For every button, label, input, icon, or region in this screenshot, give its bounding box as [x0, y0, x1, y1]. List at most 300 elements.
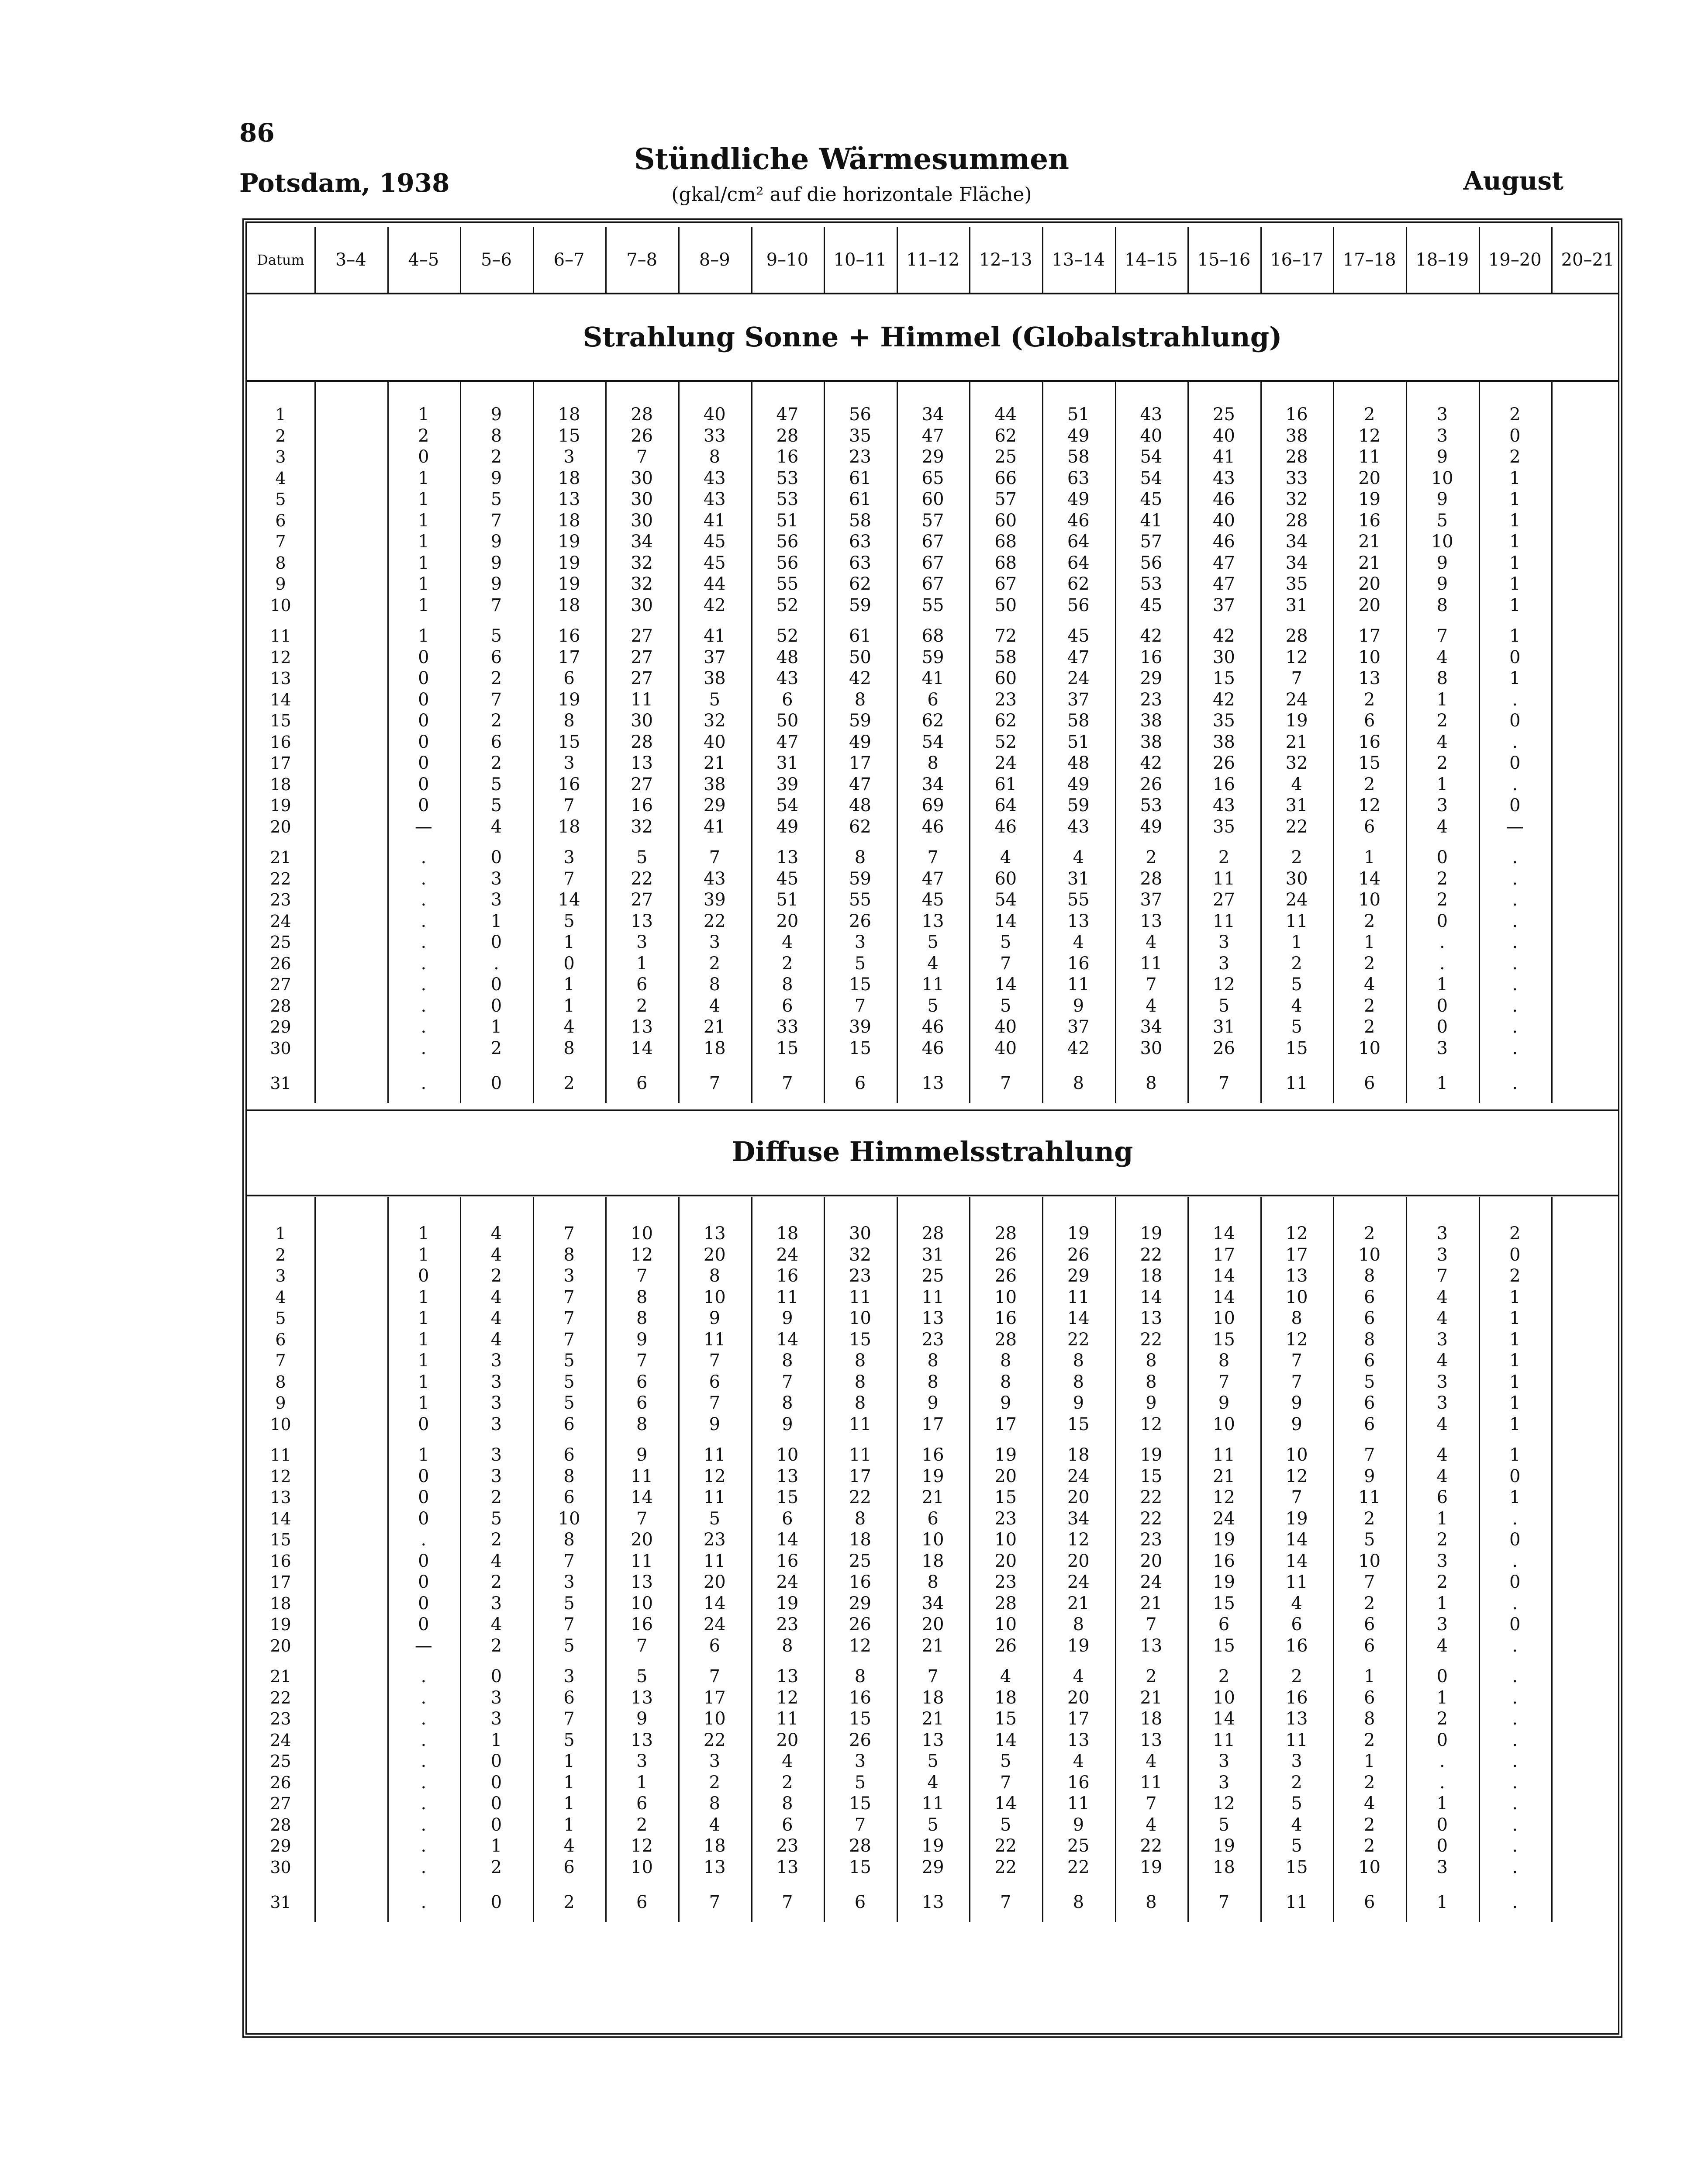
table-cell: 1: [1436, 774, 1448, 795]
table-cell: 45: [921, 890, 944, 910]
table-cell: .: [421, 995, 427, 1016]
table-cell: 1: [418, 532, 429, 552]
table-cell: 3: [490, 1372, 502, 1392]
table-cell: 10: [1213, 1414, 1235, 1434]
table-cell: 12: [1213, 1794, 1235, 1814]
table-cell: 1: [418, 1329, 429, 1350]
table-cell: 10: [994, 1287, 1017, 1307]
table-cell: 18: [849, 1530, 871, 1550]
table-cell: 12: [1213, 975, 1235, 995]
table-cell: 16: [921, 1445, 944, 1465]
table-cell: 11: [1067, 1287, 1090, 1307]
table-cell: 0: [490, 1751, 502, 1771]
table-cell: 21: [921, 1635, 944, 1656]
table-cell: 6: [636, 975, 648, 995]
table-cell: 6: [1363, 1073, 1375, 1093]
table-cell: 1: [1509, 468, 1521, 488]
table-cell: 5: [563, 911, 575, 931]
table-cell: 1: [1509, 553, 1521, 573]
table-cell: 43: [1067, 816, 1090, 837]
column-divider: [969, 1197, 970, 1922]
table-cell: 1: [418, 468, 429, 488]
table-cell: 67: [994, 574, 1017, 594]
table-cell: 15: [1140, 1466, 1163, 1486]
table-cell: 47: [1067, 647, 1090, 667]
table-cell: 23: [776, 1836, 799, 1856]
table-cell: 44: [703, 574, 726, 594]
table-cell: .: [421, 1730, 427, 1750]
table-cell: 14: [1285, 1551, 1308, 1571]
table-cell: 6: [563, 668, 575, 688]
table-cell: 0: [1436, 1730, 1448, 1750]
table-cell: 21: [703, 753, 726, 773]
table-cell: 9: [709, 1414, 721, 1434]
column-header-hour: 13–14: [1052, 250, 1105, 270]
table-cell: 10: [994, 1614, 1017, 1635]
table-cell: 43: [1140, 404, 1163, 425]
table-cell: 11: [1285, 1572, 1308, 1592]
table-cell: 4: [1436, 1287, 1448, 1307]
table-cell: 28: [1285, 626, 1308, 646]
table-cell: .: [493, 953, 499, 974]
table-cell: 62: [849, 574, 871, 594]
table-cell: 8: [563, 711, 575, 731]
column-divider: [1333, 227, 1334, 293]
table-cell: .: [1512, 689, 1518, 710]
column-divider: [533, 227, 534, 293]
table-cell: 0: [563, 953, 575, 974]
table-cell: 4: [1436, 1414, 1448, 1434]
row-date: 21: [270, 1667, 291, 1686]
table-cell: 2: [1146, 1666, 1157, 1686]
table-cell: 27: [631, 774, 653, 795]
table-cell: 2: [1363, 404, 1375, 425]
table-cell: 5: [1000, 1751, 1011, 1771]
table-cell: 1: [418, 1287, 429, 1307]
table-cell: 2: [782, 953, 793, 974]
row-date: 21: [270, 848, 291, 867]
table-cell: 8: [854, 689, 866, 710]
table-cell: 41: [1140, 510, 1163, 531]
table-cell: 4: [1291, 774, 1302, 795]
table-cell: 10: [849, 1308, 871, 1328]
table-cell: 30: [631, 489, 653, 509]
table-cell: 1: [1363, 847, 1375, 867]
table-cell: 16: [776, 447, 799, 467]
table-cell: 2: [1363, 1223, 1375, 1244]
table-cell: 15: [849, 1794, 871, 1814]
table-cell: 46: [921, 816, 944, 837]
table-cell: 2: [1218, 847, 1230, 867]
table-cell: 6: [1363, 1393, 1375, 1413]
table-cell: 20: [703, 1572, 726, 1592]
table-cell: 47: [776, 732, 799, 752]
table-cell: 8: [709, 447, 721, 467]
table-cell: .: [1512, 1892, 1518, 1912]
table-cell: 6: [1363, 1635, 1375, 1656]
row-date: 24: [270, 1730, 291, 1750]
table-cell: 16: [849, 1572, 871, 1592]
table-cell: 32: [849, 1244, 871, 1265]
table-cell: 2: [1436, 1572, 1448, 1592]
table-cell: 0: [418, 1487, 429, 1507]
table-cell: 7: [563, 1329, 575, 1350]
table-cell: 16: [1067, 1772, 1090, 1793]
table-cell: 7: [636, 1508, 648, 1529]
table-cell: 26: [994, 1635, 1017, 1656]
table-cell: 18: [558, 816, 580, 837]
table-cell: 2: [490, 1635, 502, 1656]
table-cell: 17: [921, 1414, 944, 1434]
table-cell: 42: [703, 595, 726, 615]
table-cell: 11: [631, 1466, 653, 1486]
table-cell: 2: [1218, 1666, 1230, 1686]
table-cell: 4: [1436, 732, 1448, 752]
table-cell: 14: [631, 1038, 653, 1058]
table-cell: 15: [1285, 1857, 1308, 1877]
table-cell: 7: [636, 447, 648, 467]
table-cell: 3: [1218, 1772, 1230, 1793]
table-cell: 1: [1509, 489, 1521, 509]
row-date: 11: [270, 1445, 291, 1465]
table-cell: 16: [1285, 1635, 1308, 1656]
table-cell: 1: [1509, 510, 1521, 531]
column-header-hour: 8–9: [699, 250, 730, 270]
table-cell: .: [421, 868, 427, 889]
table-cell: 24: [1067, 1572, 1090, 1592]
table-cell: 26: [849, 1614, 871, 1635]
table-cell: 4: [1073, 1666, 1084, 1686]
table-cell: 3: [1436, 1329, 1448, 1350]
table-cell: 43: [703, 489, 726, 509]
table-cell: 26: [1213, 1038, 1235, 1058]
table-cell: 1: [1436, 1687, 1448, 1708]
column-divider: [824, 1197, 825, 1922]
table-cell: 7: [563, 1287, 575, 1307]
table-cell: 3: [709, 1751, 721, 1771]
table-cell: 19: [558, 553, 580, 573]
table-cell: .: [1512, 1508, 1518, 1529]
table-cell: 39: [849, 1017, 871, 1037]
table-cell: 8: [636, 1287, 648, 1307]
table-cell: 7: [1000, 1772, 1011, 1793]
table-cell: 62: [849, 816, 871, 837]
table-cell: 29: [849, 1593, 871, 1614]
table-cell: 1: [1363, 1751, 1375, 1771]
table-cell: 15: [1358, 753, 1381, 773]
column-header-row: [242, 227, 1622, 293]
table-cell: 4: [1073, 1751, 1084, 1771]
table-cell: 31: [776, 753, 799, 773]
table-cell: 2: [1291, 953, 1302, 974]
table-cell: 7: [636, 1351, 648, 1371]
row-date: 20: [270, 1636, 291, 1655]
table-cell: 16: [631, 795, 653, 816]
table-cell: 38: [703, 774, 726, 795]
column-divider: [605, 227, 607, 293]
table-cell: 4: [1000, 847, 1011, 867]
table-cell: 2: [1363, 953, 1375, 974]
table-cell: 1: [636, 1772, 648, 1793]
table-cell: 45: [1140, 595, 1163, 615]
table-cell: 2: [1363, 1814, 1375, 1835]
table-cell: 0: [490, 1794, 502, 1814]
table-cell: 14: [1213, 1287, 1235, 1307]
table-cell: 1: [418, 404, 429, 425]
section-title: Strahlung Sonne + Himmel (Globalstrahlung): [583, 321, 1282, 353]
table-cell: 3: [709, 932, 721, 952]
table-cell: 34: [1140, 1017, 1163, 1037]
table-cell: 12: [849, 1635, 871, 1656]
table-cell: 40: [994, 1038, 1017, 1058]
row-date: 5: [275, 490, 286, 509]
table-cell: 6: [636, 1372, 648, 1392]
table-cell: 7: [927, 847, 939, 867]
table-cell: 1: [563, 1794, 575, 1814]
table-cell: 11: [849, 1414, 871, 1434]
column-divider: [1479, 382, 1480, 1103]
table-cell: 2: [1363, 1017, 1375, 1037]
table-cell: 8: [1073, 1614, 1084, 1635]
table-cell: 9: [709, 1308, 721, 1328]
table-cell: 55: [921, 595, 944, 615]
table-cell: 19: [558, 532, 580, 552]
table-cell: 1: [563, 1814, 575, 1835]
table-cell: 0: [418, 795, 429, 816]
table-cell: 56: [1140, 553, 1163, 573]
table-cell: 0: [490, 1666, 502, 1686]
table-cell: 3: [563, 1572, 575, 1592]
table-cell: 2: [709, 1772, 721, 1793]
column-header-hour: 14–15: [1124, 250, 1178, 270]
table-cell: 6: [1291, 1614, 1302, 1635]
table-cell: 67: [921, 574, 944, 594]
table-cell: 0: [490, 1892, 502, 1912]
table-cell: 3: [1218, 1751, 1230, 1771]
table-cell: 34: [1285, 532, 1308, 552]
table-cell: 18: [921, 1551, 944, 1571]
column-header-hour: 5–6: [481, 250, 512, 270]
table-cell: 1: [1509, 595, 1521, 615]
row-date: 13: [270, 669, 291, 688]
table-cell: 40: [1140, 425, 1163, 446]
table-cell: 33: [776, 1017, 799, 1037]
table-cell: 5: [490, 489, 502, 509]
table-cell: 6: [636, 1794, 648, 1814]
table-cell: 5: [927, 1814, 939, 1835]
table-cell: .: [1512, 868, 1518, 889]
table-cell: 3: [1436, 1857, 1448, 1877]
table-cell: 18: [921, 1687, 944, 1708]
table-cell: .: [1512, 1730, 1518, 1750]
table-cell: 3: [490, 1414, 502, 1434]
table-cell: 24: [1067, 668, 1090, 688]
table-cell: 63: [849, 553, 871, 573]
table-cell: 34: [1285, 553, 1308, 573]
table-cell: 13: [1285, 1266, 1308, 1286]
column-header-hour: 20–21: [1561, 250, 1615, 270]
table-cell: 0: [1509, 1572, 1521, 1592]
table-cell: 4: [1291, 995, 1302, 1016]
table-cell: 59: [1067, 795, 1090, 816]
table-cell: 13: [703, 1857, 726, 1877]
table-cell: 45: [1140, 489, 1163, 509]
column-divider: [969, 227, 970, 293]
table-cell: 29: [703, 795, 726, 816]
table-cell: .: [1439, 953, 1445, 974]
table-cell: 8: [854, 1508, 866, 1529]
table-cell: 3: [1436, 425, 1448, 446]
table-cell: 38: [1140, 732, 1163, 752]
table-cell: 11: [703, 1445, 726, 1465]
table-cell: 1: [418, 510, 429, 531]
table-cell: 15: [849, 1329, 871, 1350]
column-header-hour: 15–16: [1197, 250, 1251, 270]
table-cell: 48: [776, 647, 799, 667]
table-cell: 11: [1140, 953, 1163, 974]
table-cell: 29: [1067, 1266, 1090, 1286]
table-cell: 17: [849, 753, 871, 773]
table-cell: 15: [1213, 668, 1235, 688]
table-cell: 11: [1067, 1794, 1090, 1814]
table-cell: 2: [563, 1073, 575, 1093]
table-cell: 32: [631, 816, 653, 837]
table-cell: 5: [636, 1666, 648, 1686]
table-cell: 21: [921, 1487, 944, 1507]
table-cell: 16: [849, 1687, 871, 1708]
table-cell: 11: [921, 1794, 944, 1814]
table-cell: 17: [1358, 626, 1381, 646]
table-cell: 2: [490, 447, 502, 467]
column-header-hour: 18–19: [1415, 250, 1469, 270]
table-cell: 0: [418, 1414, 429, 1434]
table-cell: 0: [418, 647, 429, 667]
table-cell: 17: [703, 1687, 726, 1708]
table-cell: 2: [490, 711, 502, 731]
table-cell: 3: [854, 1751, 866, 1771]
table-cell: 30: [1213, 647, 1235, 667]
column-divider: [897, 1197, 898, 1922]
table-cell: 22: [1067, 1329, 1090, 1350]
table-cell: 1: [418, 1244, 429, 1265]
table-cell: 6: [1363, 1351, 1375, 1371]
table-cell: 60: [994, 668, 1017, 688]
table-cell: 1: [418, 1372, 429, 1392]
table-cell: 61: [994, 774, 1017, 795]
table-cell: 22: [994, 1836, 1017, 1856]
table-cell: 2: [1436, 753, 1448, 773]
table-cell: 30: [631, 468, 653, 488]
table-cell: 7: [1218, 1073, 1230, 1093]
table-cell: 13: [921, 1073, 944, 1093]
table-cell: 7: [709, 1666, 721, 1686]
table-cell: 4: [490, 1551, 502, 1571]
table-cell: 11: [703, 1329, 726, 1350]
table-cell: 18: [558, 510, 580, 531]
table-cell: 1: [1509, 1414, 1521, 1434]
table-cell: 4: [490, 1244, 502, 1265]
row-date: 24: [270, 911, 291, 931]
table-cell: 9: [636, 1329, 648, 1350]
table-cell: 1: [490, 1836, 502, 1856]
table-cell: 47: [921, 868, 944, 889]
table-cell: 1: [1436, 1508, 1448, 1529]
row-date: 6: [275, 511, 286, 530]
table-cell: 28: [1140, 868, 1163, 889]
table-cell: .: [1512, 932, 1518, 952]
table-cell: 49: [1140, 816, 1163, 837]
table-cell: 27: [631, 890, 653, 910]
horizontal-rule: [247, 380, 1618, 382]
table-cell: 60: [994, 510, 1017, 531]
table-cell: 15: [776, 1038, 799, 1058]
table-cell: 6: [563, 1857, 575, 1877]
table-cell: 62: [994, 425, 1017, 446]
horizontal-rule: [247, 293, 1618, 294]
table-cell: 3: [490, 1445, 502, 1465]
table-cell: 55: [776, 574, 799, 594]
table-cell: 1: [490, 1017, 502, 1037]
table-cell: 23: [1140, 689, 1163, 710]
table-cell: 7: [563, 1709, 575, 1729]
table-cell: 54: [1140, 447, 1163, 467]
table-cell: 2: [1363, 911, 1375, 931]
table-cell: 9: [1073, 1393, 1084, 1413]
column-divider: [314, 1197, 316, 1922]
table-cell: 5: [563, 1730, 575, 1750]
table-cell: .: [421, 1857, 427, 1877]
table-cell: .: [421, 1666, 427, 1686]
table-cell: 13: [921, 1892, 944, 1912]
row-date: 22: [270, 1688, 291, 1707]
table-cell: 59: [921, 647, 944, 667]
table-cell: 2: [1146, 847, 1157, 867]
table-cell: .: [421, 1017, 427, 1037]
table-cell: .: [421, 1794, 427, 1814]
table-cell: 11: [703, 1487, 726, 1507]
table-cell: 9: [1146, 1393, 1157, 1413]
table-cell: 7: [563, 1551, 575, 1571]
table-cell: 21: [1285, 732, 1308, 752]
table-cell: 10: [921, 1530, 944, 1550]
table-cell: 4: [709, 1814, 721, 1835]
table-cell: 20: [921, 1614, 944, 1635]
table-cell: 4: [1436, 647, 1448, 667]
table-cell: 6: [636, 1393, 648, 1413]
table-cell: 2: [490, 1572, 502, 1592]
table-cell: 7: [1363, 1445, 1375, 1465]
table-cell: 2: [1436, 890, 1448, 910]
table-cell: 63: [849, 532, 871, 552]
table-cell: 23: [921, 1329, 944, 1350]
table-cell: 15: [994, 1487, 1017, 1507]
table-cell: 19: [994, 1445, 1017, 1465]
table-cell: 17: [849, 1466, 871, 1486]
table-cell: 12: [1213, 1487, 1235, 1507]
table-cell: 15: [849, 1709, 871, 1729]
table-cell: 6: [1363, 1308, 1375, 1328]
table-cell: 15: [1285, 1038, 1308, 1058]
table-cell: 5: [490, 795, 502, 816]
table-cell: 47: [776, 404, 799, 425]
table-cell: 1: [1509, 1351, 1521, 1371]
table-cell: 26: [849, 911, 871, 931]
table-cell: 3: [1436, 1244, 1448, 1265]
table-cell: .: [1512, 890, 1518, 910]
table-cell: 13: [776, 1666, 799, 1686]
table-cell: 31: [1213, 1017, 1235, 1037]
table-cell: 8: [927, 753, 939, 773]
